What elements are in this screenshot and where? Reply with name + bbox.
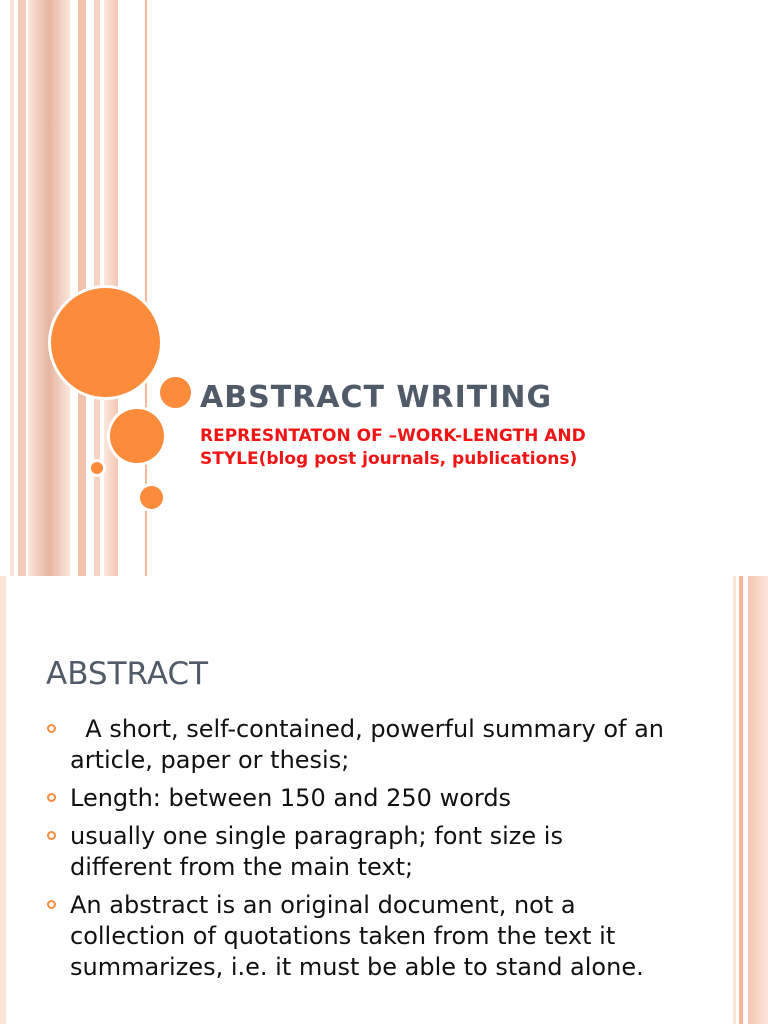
- content-slide: [0, 576, 768, 1024]
- tiny-circle: [91, 462, 103, 474]
- small-circle: [160, 377, 191, 408]
- stripe: [739, 576, 743, 1024]
- bullet-text: usually one single paragraph; font size is different from the main text;: [70, 822, 563, 881]
- large-circle: [51, 288, 160, 397]
- list-item: [0, 714, 670, 776]
- stripe: [28, 0, 70, 576]
- slide-subtitle: [200, 425, 660, 471]
- list-item: [0, 821, 670, 883]
- small-circle: [140, 486, 163, 509]
- bullet-circle-icon: [47, 831, 56, 840]
- bullet-text: An abstract is an original document, not a collection of quotations taken from the text it summarizes, i.e. it must be able to stand alone.: [70, 891, 644, 981]
- stripe: [18, 0, 26, 576]
- stripe: [748, 576, 768, 1024]
- bullet-text: Length: between 150 and 250 words: [70, 784, 512, 812]
- list-item: [0, 890, 670, 983]
- bullet-list: [0, 714, 700, 990]
- list-item: [0, 783, 670, 814]
- bullet-circle-icon: [47, 724, 56, 733]
- bullet-circle-icon: [47, 793, 56, 802]
- medium-circle: [110, 409, 164, 463]
- bullet-text: A short, self-contained, powerful summary of an article, paper or thesis;: [70, 715, 672, 774]
- stripe: [78, 0, 86, 576]
- subtitle-line: REPRESNTATON OF –WORK-LENGTH AND: [200, 426, 586, 446]
- stripe: [733, 576, 736, 1024]
- subtitle-line: STYLE(blog post journals, publications): [200, 449, 578, 469]
- slide-title: ABSTRACT WRITING: [200, 380, 553, 415]
- stripe: [10, 0, 14, 576]
- slide-title: ABSTRACT: [46, 656, 209, 692]
- bullet-circle-icon: [47, 900, 56, 909]
